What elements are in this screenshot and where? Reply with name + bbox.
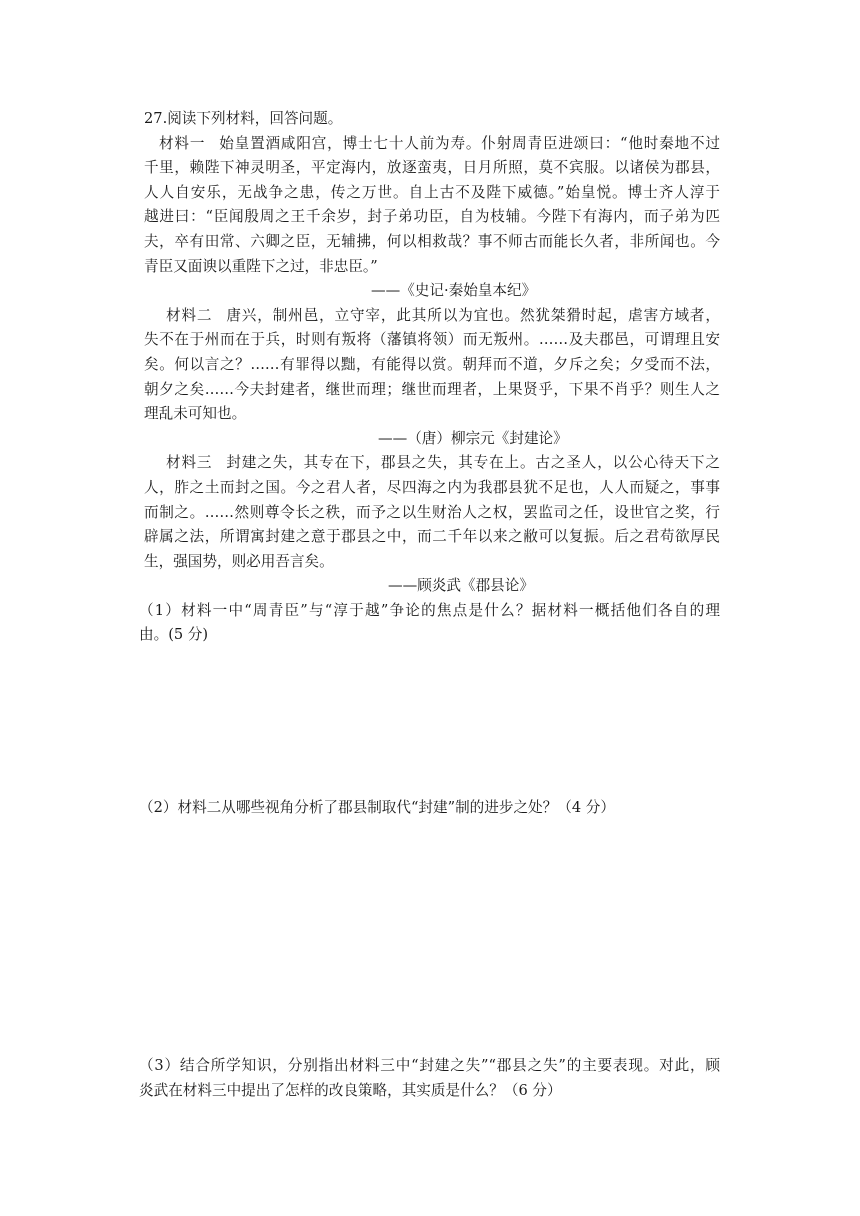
sub-question-1-line: （1）材料一中“周青臣”与“淳于越”争论的焦点是什么？据材料一概括他们各自的理 (139, 601, 720, 619)
material-2-line: 矣。何以言之？……有罪得以黜，有能得以赏。朝拜而不道，夕斥之矣；夕受而不法， (144, 355, 720, 373)
material-3-line: 生，强国势，则必用吾言矣。 (144, 552, 334, 570)
question-block (139, 107, 720, 648)
sub-question-1-line: 由。(5 分) (139, 626, 209, 644)
material-2-line: 朝夕之矣……今夫封建者，继世而理；继世而理者，上果贤乎，下果不肖乎？则生人之 (144, 380, 720, 398)
material-1-line: 青臣又面谀以重陛下之过，非忠臣。” (144, 257, 378, 275)
sub-question-3-line: （3）结合所学知识，分别指出材料三中“封建之失”“郡县之失”的主要表现。对此，顾 (139, 1057, 720, 1074)
material-1-line: 越进曰：“臣闻殷周之王千余岁，封子弟功臣，自为枝辅。今陛下有海内，而子弟为匹 (144, 208, 720, 226)
material-2 (144, 304, 720, 452)
question-heading: 27.阅读下列材料，回答问题。 (144, 110, 343, 127)
material-3-line: 辟属之法，所谓寓封建之意于郡县之中，而二千年以来之敝可以复振。后之君苟欲厚民 (144, 528, 720, 546)
material-2-line: 理乱未可知也。 (144, 405, 247, 423)
material-2-line: 失不在于州而在于兵，时则有叛将（藩镇将领）而无叛州。……及夫郡邑，可谓理且安 (144, 331, 720, 349)
material-1-line: 千里，赖陛下神灵明圣，平定海内，放逐蛮夷，日月所照，莫不宾服。以诸侯为郡县， (144, 159, 720, 177)
material-1-line: 材料一 始皇置酒咸阳宫，博士七十人前为寿。仆射周青臣进颂曰：“他时秦地不过 (159, 134, 720, 152)
sub-question-2 (139, 796, 715, 821)
sub-question-1 (139, 599, 720, 648)
material-2-line: 材料二 唐兴，制州邑，立守宰，此其所以为宜也。然犹桀猾时起，虐害方域者， (166, 306, 720, 324)
material-1-source: ——《史记·秦始皇本纪》 (371, 282, 537, 300)
material-1 (144, 132, 720, 304)
sub-question-3 (139, 1054, 720, 1103)
sub-question-2-line: （2）材料二从哪些视角分析了郡县制取代“封建”制的进步之处？（4 分） (139, 799, 615, 816)
material-3-line: 而制之。……然则尊令长之秩，而予之以生财治人之权，罢监司之任，设世官之奖，行 (144, 503, 720, 521)
material-2-source: ——（唐）柳宗元《封建论》 (378, 429, 568, 447)
sub-question-3-line: 炎武在材料三中提出了怎样的改良策略，其实质是什么？（6 分） (139, 1081, 562, 1099)
material-2-label: 材料二 (166, 306, 213, 324)
material-3-source: ——顾炎武《郡县论》 (388, 577, 534, 595)
material-1-label: 材料一 (159, 134, 206, 152)
material-1-line: 夫，卒有田常、六卿之臣，无辅拂，何以相救哉？事不师古而能长久者，非所闻也。今 (144, 232, 720, 250)
material-3-line: 材料三 封建之失，其专在下，郡县之失，其专在上。古之圣人，以公心待天下之 (166, 454, 720, 472)
material-3-line: 人，胙之土而封之国。今之君人者，尽四海之内为我郡县犹不足也，人人而疑之，事事 (144, 478, 720, 496)
material-3-label: 材料三 (166, 454, 213, 472)
material-1-line: 人人自安乐，无战争之患，传之万世。自上古不及陛下威德。”始皇悦。博士齐人淳于 (144, 183, 720, 201)
material-3 (144, 451, 720, 599)
